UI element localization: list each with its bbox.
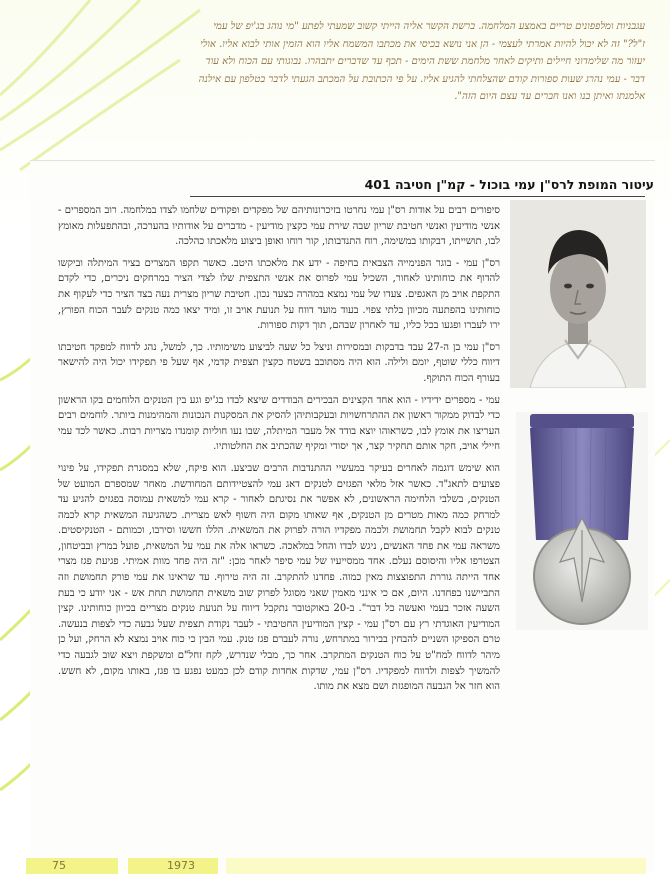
footer-bar [226, 858, 646, 874]
intro-paragraph: עגבניות ומלפפונים טריים באמצע המלחמה. ברשת הקשר אליה הייתי קשוב שמעתי לפתע "מי נוהג בג'יפ של עמי ז"ל?" זה לא יכול להיות אמרתי לעצמי - הן אני נושא בכיסי את מכתבו המשמח אליו הוא הזמין אותי לבוא אליו. אולי יעזור מה שלימדוני חיילים ותיקים לאחר מלחמת ששת הימים - תכף עד שדברים יתבהרו. נבוגותי עם הכוח ולא עוד דבר - עמי נהרג שעות ספורות קודם שהצלחתי להגיע אליו. על פי הכתובת על המכתב הגעתי לדבר בטלפון עם אילנה אלמנתו ואיתן בנו ואנו חברים עד עצם היום הזה". [198, 21, 645, 102]
portrait-photo [510, 200, 646, 388]
article-paragraph: רס"ן עמי - בוגר הפנימייה הצבאית בחיפה - ידע את מלאכתו היטב. כאשר תקפו המצרים בציר המיתלה וביקשו להדוף את כוחותינו לאחור, השכיל עמי לפרוס את אנשי התצפית שלו לצדי הציר במרחקים ניכרים, כדי לקדם התקפת אויב מן האגפים. צעדו של עמי נמצא במהרה כצעד נכון. חטיבת שריון מצרית נעה בצד הציר כדי לעקוף את כוחותינו בהפתעה מכיוון בלתי צפוי. בעוד מועד דווח על תנועת אויב זו, ומיד יצאו כמה טנקים לעבר הכוח הפורץ, ירו לעברו ופגעו בכל כליו, עד לאחרון שבהם, תוך דקות ספורות. [58, 257, 500, 332]
article-paragraph: עמי - מספרים ידידיו - הוא אחד הקצינים הבכירים הבודדים שיצא לבדו בג'יפ וגע בין הטנקים הלוחמים בקו הראשון כדי לבדוק ממקור ראשון את ההתרחשויות ובעקבותיהן להסיק את המסקנות הנכונות והמהימנות ביותר. לוחמים רבים העריצו את אומץ לבו, כשראוהו יוצא בודד אל מעבר המיתלה, שבו נעו חוליות קומנדו מצריות רבות. כאשר לכד עמי חיילי אויב, חקר אותם תחקיר קצר, אך יסודי ומקיף שהכתיב את החלטותיו. [58, 394, 500, 453]
year-label: 1973 [167, 859, 195, 872]
article-body [58, 203, 500, 701]
medal-of-valor-icon [516, 412, 648, 630]
article-paragraph: רס"ן עמי בן ה-27 עבד בדבקות ובמסירות וניצל כל שעה לביצוע משימותיו. כך, למשל, נהג לדווח למפקד חטיבתו דיווח כללי שוטף, יומם ולילה. הוא היה מסתובב בשטח כקצין תצפית קדמי, אף שעל פי תפקידו יכול היה להישאר בעורף הכוח התוקף. [58, 341, 500, 384]
page-number: 75 [52, 859, 66, 872]
article-paragraph: סיפורים רבים על אודות רס"ן עמי נחרטו בזיכרונותיהם של מפקדים ופקודים שלחמו לצדו במלחמה. רוב המספרים - אנשי מודיעין ואנשי חטיבת שריון שבה שירת עמי כקצין מודיעין - מדברים על אודותיו בהערכה, ובהתפעלות מאומץ לבו, תושייתו, דבקותו במשימה, רוח התנדבותו, קור רוחו ואופן ביצוע מלאכתו כהלכה. [58, 205, 500, 248]
footer-bar [26, 858, 118, 874]
article-title: עיטור המופת לרס"ן עמי בוכול - קמ"ן חטיבה 401 [364, 177, 654, 192]
title-divider [190, 196, 645, 197]
article-paragraph: הוא שימש דוגמה לאחרים בעיקר במעשיי ההתנדבות הרבים שביצע. הוא פיקח, שלא במסגרת תפקידו, על פינוי פצועים לתאג"ד. כאשר אזל מלאי הפגזים לטנקים דאג עמי להצטיידותם המחודשת. מאחר שמספרם המועט של הטנקים, בשלבי הלחימה הראשונים, לא אפשר את נסיגתם לאחור - קרא עמי למשאית עמוסה בפגזים להגיע עד למרחק כמה מאות מטרים מן הטנקים, אף שאותו מקום היה חשוף לאש מצרית. כשהגיעה המשאית קרא לכמה טנקים לבוא לקבל תחמושת ולכמה מפקדיו הורה לפרוק את המשאית. הללו חששו וסירבו, וכמותם - הטנקיסטים. משראה עמי את פחד האנשים, ניגש לבדו והחל במלאכה. כשראו אלה את עמי על המשאית, פועל במרץ ובביטחון, הצטרפו אליו והיסוסם נעלם. אחד ממסייעיו של עמי סיפר לאחר מכן: "זה היה פחד מוות אמיתי. פגיעת פגז מצרי אחד הייתה גוררת התפוצצות מאין כמוה. פחדנו להתקרב. זה היה טירוף. עד שראינו את עמי פורק תחמושת וזה התביישנו בפחדנו. היום, אם כי אינני מאמין שאני מסוגל לפרוק שוב משאית תחמושת תחת אש - אני יודע כי בעת השעה אזכר בעמי ואעשה כל דבר". ב-20 באוקטובר נתקבל דיווח על תנועת טנקים מצריים בכיוון כוחותינו. קצין המודיעין האוגדתי רץ עם רס"ן עמי - קצין המודיעין החטיבתי - לעבר נקודת תצפית שעל גבעה כדי לצפות בנעשה. טרם הספיקו השניים להבחין בבירור במתרחש, נורה לעברם פגז טנק. עמי הבין כי כוח אויב נמצא לא הרחק, ועל כן מיהר לדווח למח"ט על כוח הטנקים המתקרב. אחר כך, מבלי שנדרש, לקח זחל"ם ומשקפת ויצא שוב לגבעה כדי להמשיך לצפות ולדווח למפקדיו. רס"ן עמי, שדקות אחדות קודם לכן כמעט נפגע בו פגז, באותו מקום, לא חשש. הוא חזר אל הגבעה המופגזת ושם מצא את מותו. [58, 462, 500, 693]
